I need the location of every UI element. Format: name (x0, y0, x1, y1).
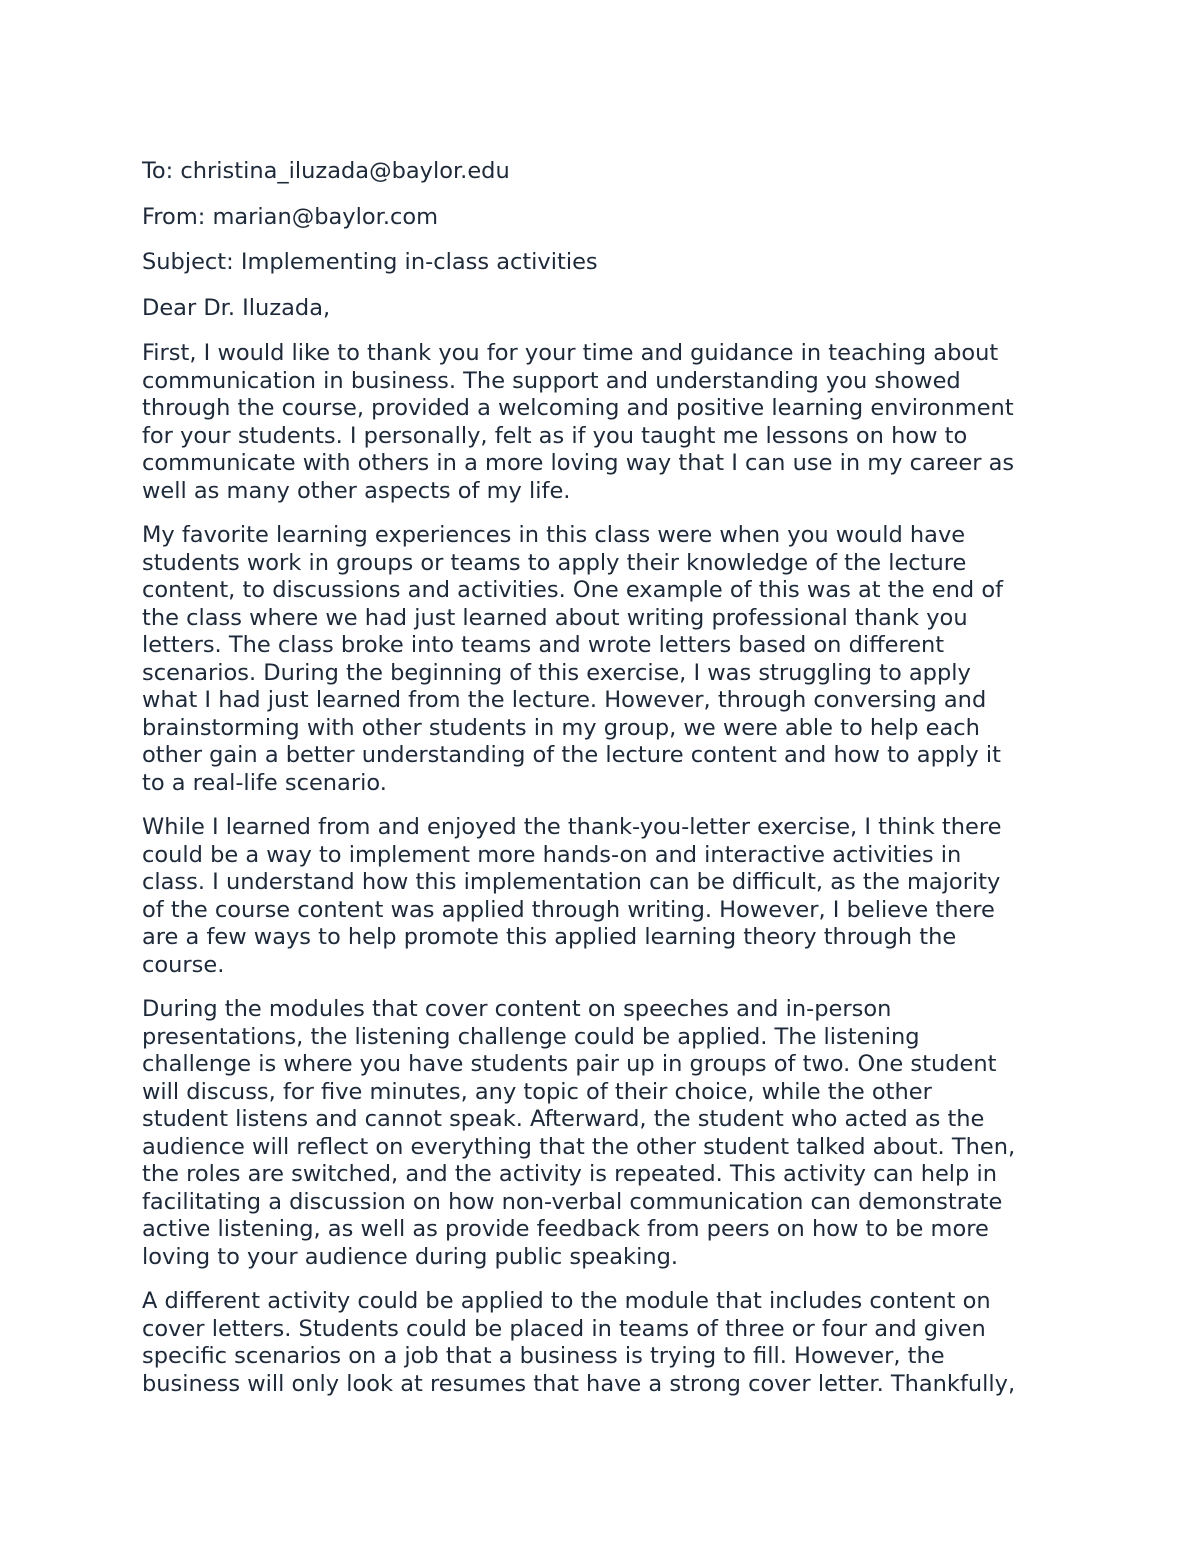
paragraph-line: cover letters. Students could be placed in teams of three or four and given (142, 1315, 986, 1342)
paragraph-line: are a few ways to help promote this applied learning theory through the (142, 924, 957, 950)
paragraph-line: A different activity could be applied to the module that includes content on (142, 1288, 991, 1314)
paragraph-line: of the course content was applied through writing. However, I believe there (142, 896, 995, 923)
paragraph-line: the class where we had just learned about writing professional thank you (142, 604, 968, 631)
to-line: To: christina_iluzada@baylor.edu (142, 158, 510, 184)
paragraph-line: for your students. I personally, felt as if you taught me lessons on how to (142, 422, 968, 449)
paragraph-line: While I learned from and enjoyed the thank-you-letter exercise, I think there (142, 814, 1002, 840)
paragraph-line: My favorite learning experiences in this class were when you would have (142, 522, 966, 548)
paragraph-line: well as many other aspects of my life. (142, 477, 571, 504)
paragraph-line: communication in business. The support and understanding you showed (142, 367, 961, 394)
paragraph-line: brainstorming with other students in my group, we were able to help each (142, 714, 980, 741)
paragraph-line: through the course, provided a welcoming and positive learning environment (142, 395, 1014, 421)
paragraph-line: scenarios. During the beginning of this exercise, I was struggling to apply (142, 659, 971, 686)
paragraph-line: student listens and cannot speak. Afterward, the student who acted as the (142, 1106, 985, 1132)
paragraph-listening-challenge (142, 996, 1072, 1271)
paragraph-line: will discuss, for five minutes, any topic of their choice, while the other (142, 1078, 932, 1105)
paragraph-cover-letters (142, 1288, 1072, 1398)
paragraph-line: content, to discussions and activities. One example of this was at the end of (142, 577, 1004, 603)
paragraph-line: facilitating a discussion on how non-verbal communication can demonstrate (142, 1188, 1003, 1215)
paragraph-line: could be a way to implement more hands-on and interactive activities in (142, 841, 962, 868)
paragraph-line: During the modules that cover content on speeches and in-person (142, 996, 892, 1022)
paragraph-line: communicate with others in a more loving way that I can use in my career as (142, 450, 1015, 476)
paragraph-line: course. (142, 951, 225, 978)
paragraph-line: First, I would like to thank you for your time and guidance in teaching about (142, 340, 999, 366)
paragraph-line: specific scenarios on a job that a business is trying to fill. However, the (142, 1343, 945, 1369)
paragraph-line: active listening, as well as provide feedback from peers on how to be more (142, 1216, 989, 1242)
paragraph-line: loving to your audience during public speaking. (142, 1243, 679, 1270)
paragraph-thanks (142, 340, 1072, 505)
paragraph-line: audience will reflect on everything that the other student talked about. Then, (142, 1133, 1016, 1160)
paragraph-line: presentations, the listening challenge could be applied. The listening (142, 1023, 920, 1050)
paragraph-line: students work in groups or teams to apply their knowledge of the lecture (142, 549, 967, 576)
paragraph-line: class. I understand how this implementation can be difficult, as the majority (142, 869, 1001, 895)
paragraph-line: to a real-life scenario. (142, 769, 387, 796)
salutation: Dear Dr. Iluzada, (142, 294, 331, 321)
paragraph-line: business will only look at resumes that have a strong cover letter. Thankfully, (142, 1370, 1016, 1397)
paragraph-line: challenge is where you have students pair up in groups of two. One student (142, 1051, 997, 1077)
paragraph-favorite-experiences (142, 522, 1072, 797)
paragraph-line: what I had just learned from the lecture. However, through conversing and (142, 687, 987, 713)
from-line: From: marian@baylor.com (142, 203, 439, 230)
paragraph-line: other gain a better understanding of the lecture content and how to apply it (142, 742, 1001, 768)
paragraph-line: the roles are switched, and the activity is repeated. This activity can help in (142, 1161, 997, 1187)
paragraph-line: letters. The class broke into teams and wrote letters based on different (142, 632, 945, 658)
email-body (142, 158, 1072, 1415)
subject-line: Subject: Implementing in-class activities (142, 249, 598, 275)
paragraph-suggestion (142, 814, 1072, 979)
